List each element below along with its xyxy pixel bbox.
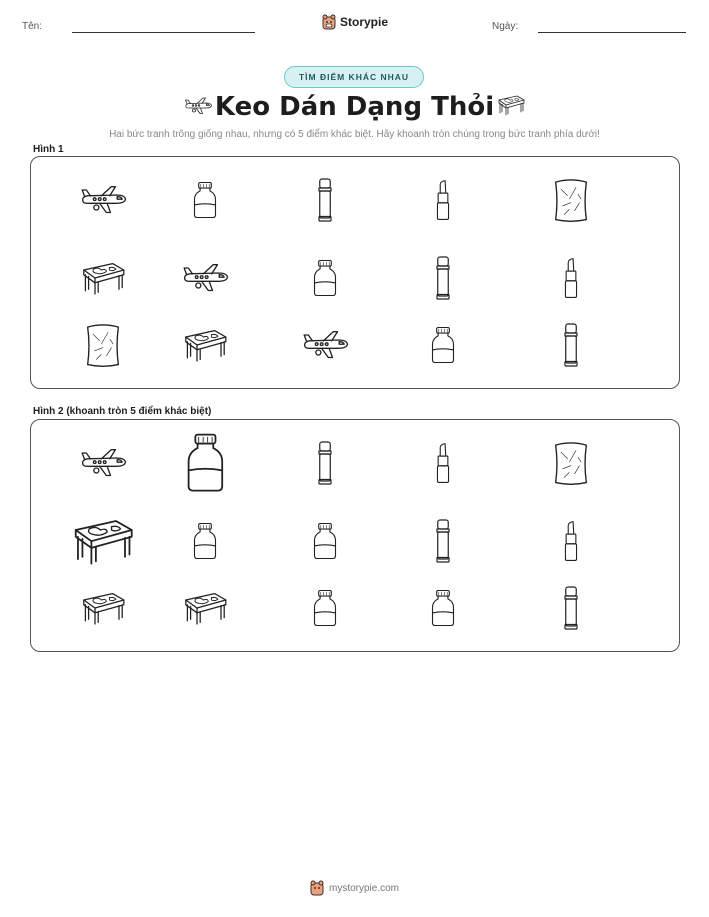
table-icon[interactable] [79,590,127,626]
panel1-label: Hình 1 [33,144,64,155]
glue-stick-icon[interactable] [562,584,580,632]
table-icon [181,327,229,363]
bag-icon[interactable] [552,440,590,486]
date-line[interactable] [538,32,686,33]
date-label: Ngày: [492,21,519,32]
lipstick-icon[interactable] [434,438,452,488]
bottle-icon[interactable] [429,587,457,629]
bear-logo-icon [322,14,336,30]
table-icon[interactable] [181,590,229,626]
airplane-icon[interactable] [78,446,128,480]
bottle-icon[interactable] [311,587,339,629]
brand-logo [322,14,388,30]
bear-logo-icon [310,880,324,896]
glue-stick-icon[interactable] [434,517,452,565]
lipstick-icon [434,175,452,225]
footer-url[interactable]: mystorypie.com [328,882,399,894]
panel2-label: Hình 2 (khoanh tròn 5 điểm khác biệt) [33,406,212,417]
brand-name: Storypie [340,15,389,29]
title-table-icon [496,93,526,117]
name-line[interactable] [72,32,255,33]
footer [0,880,709,896]
lipstick-icon [562,253,580,303]
bag-icon [552,177,590,223]
glue-stick-icon [434,254,452,302]
airplane-icon [180,261,230,295]
bottle-icon [311,257,339,299]
bottle-icon[interactable] [183,429,228,496]
instructions: Hai bức tranh trông giống nhau, nhưng có 5 điểm khác biệt. Hãy khoanh tròn chúng trong bức tranh phía dưới! [109,129,600,140]
glue-stick-icon[interactable] [316,439,334,487]
glue-stick-icon [316,176,334,224]
picture-1-panel [30,156,680,389]
lipstick-icon[interactable] [562,516,580,566]
category-badge: TÌM ĐIỂM KHÁC NHAU [284,66,424,88]
picture-2-panel[interactable] [30,419,680,652]
bottle-icon [429,324,457,366]
airplane-icon [300,328,350,362]
table-icon[interactable] [69,516,136,566]
page-title: Keo Dán Dạng Thỏi [214,92,495,122]
bag-icon [84,322,122,368]
bottle-icon[interactable] [311,520,339,562]
glue-stick-icon [562,321,580,369]
name-label: Tên: [22,21,43,32]
bottle-icon [191,179,219,221]
airplane-icon [78,183,128,217]
table-icon [79,260,127,296]
bottle-icon[interactable] [191,520,219,562]
